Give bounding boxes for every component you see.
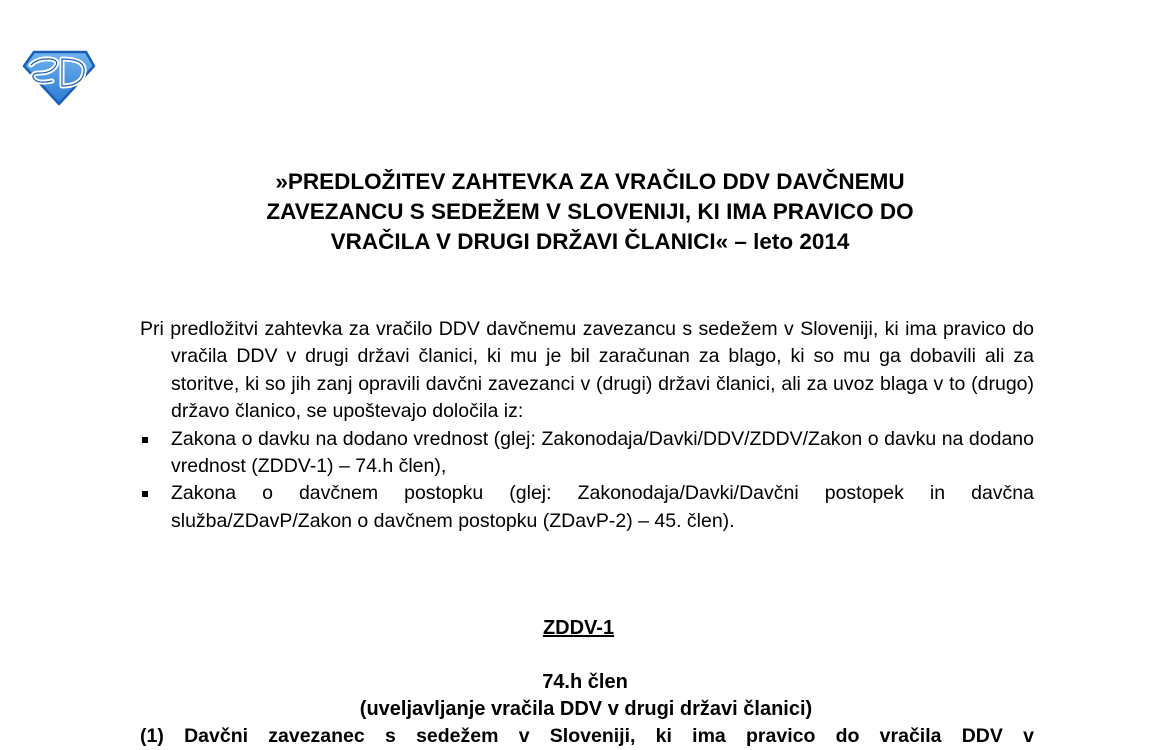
list-item [140,426,1034,481]
list-item-text: Zakona o davčnem postopku (glej: Zakonodaja/Davki/Davčni postopek in davčna služba/ZDavP/Zakon o davčnem postopku (ZDavP-2) – 45. člen). [171,482,1034,532]
article-number: 74.h člen [542,671,628,693]
law-heading [0,614,1157,642]
intro-paragraph: Pri predložitvi zahtevka za vračilo DDV davčnemu zavezancu s sedežem v Sloveniji, ki ima pravico do vračila DDV v drugi državi članici, ki mu je bil zaračunan za blago, ki so mu ga dobavili ali za storitve, ki so jih zanj opravili davčni zavezanci v (drugi) državi članici, ali za uvoz blaga v to (drugo) državo članico, se upoštevajo določila iz: [140,318,1034,423]
bullet-square-icon [142,437,148,443]
law-reference-list [140,426,1034,536]
law-heading-text: ZDDV-1 [542,617,615,639]
article-subtitle: (uveljavljanje vračila DDV v drugi državi članici) [359,698,813,720]
intro-section [140,316,1034,535]
list-item-text: Zakona o davku na dodano vrednost (glej: Zakonodaja/Davki/DDV/ZDDV/Zakon o davku na dodano vrednost (ZDDV-1) – 74.h člen), [171,427,1034,478]
title-line-3: VRAČILA V DRUGI DRŽAVI ČLANICI« – leto 2014 [330,229,850,254]
title-line-2: ZAVEZANCU S SEDEŽEM V SLOVENIJI, KI IMA PRAVICO DO [266,199,914,224]
bullet-square-icon [142,491,148,497]
article-paragraph-1: (1) Davčni zavezanec s sedežem v Sloveniji, ki ima pravico do vračila DDV v [140,725,1034,747]
list-item [140,480,1034,535]
title-line-1: »PREDLOŽITEV ZAHTEVKA ZA VRAČILO DDV DAVČNEMU [275,169,905,194]
document-title [150,167,1030,257]
sd-logo-icon [22,48,96,106]
